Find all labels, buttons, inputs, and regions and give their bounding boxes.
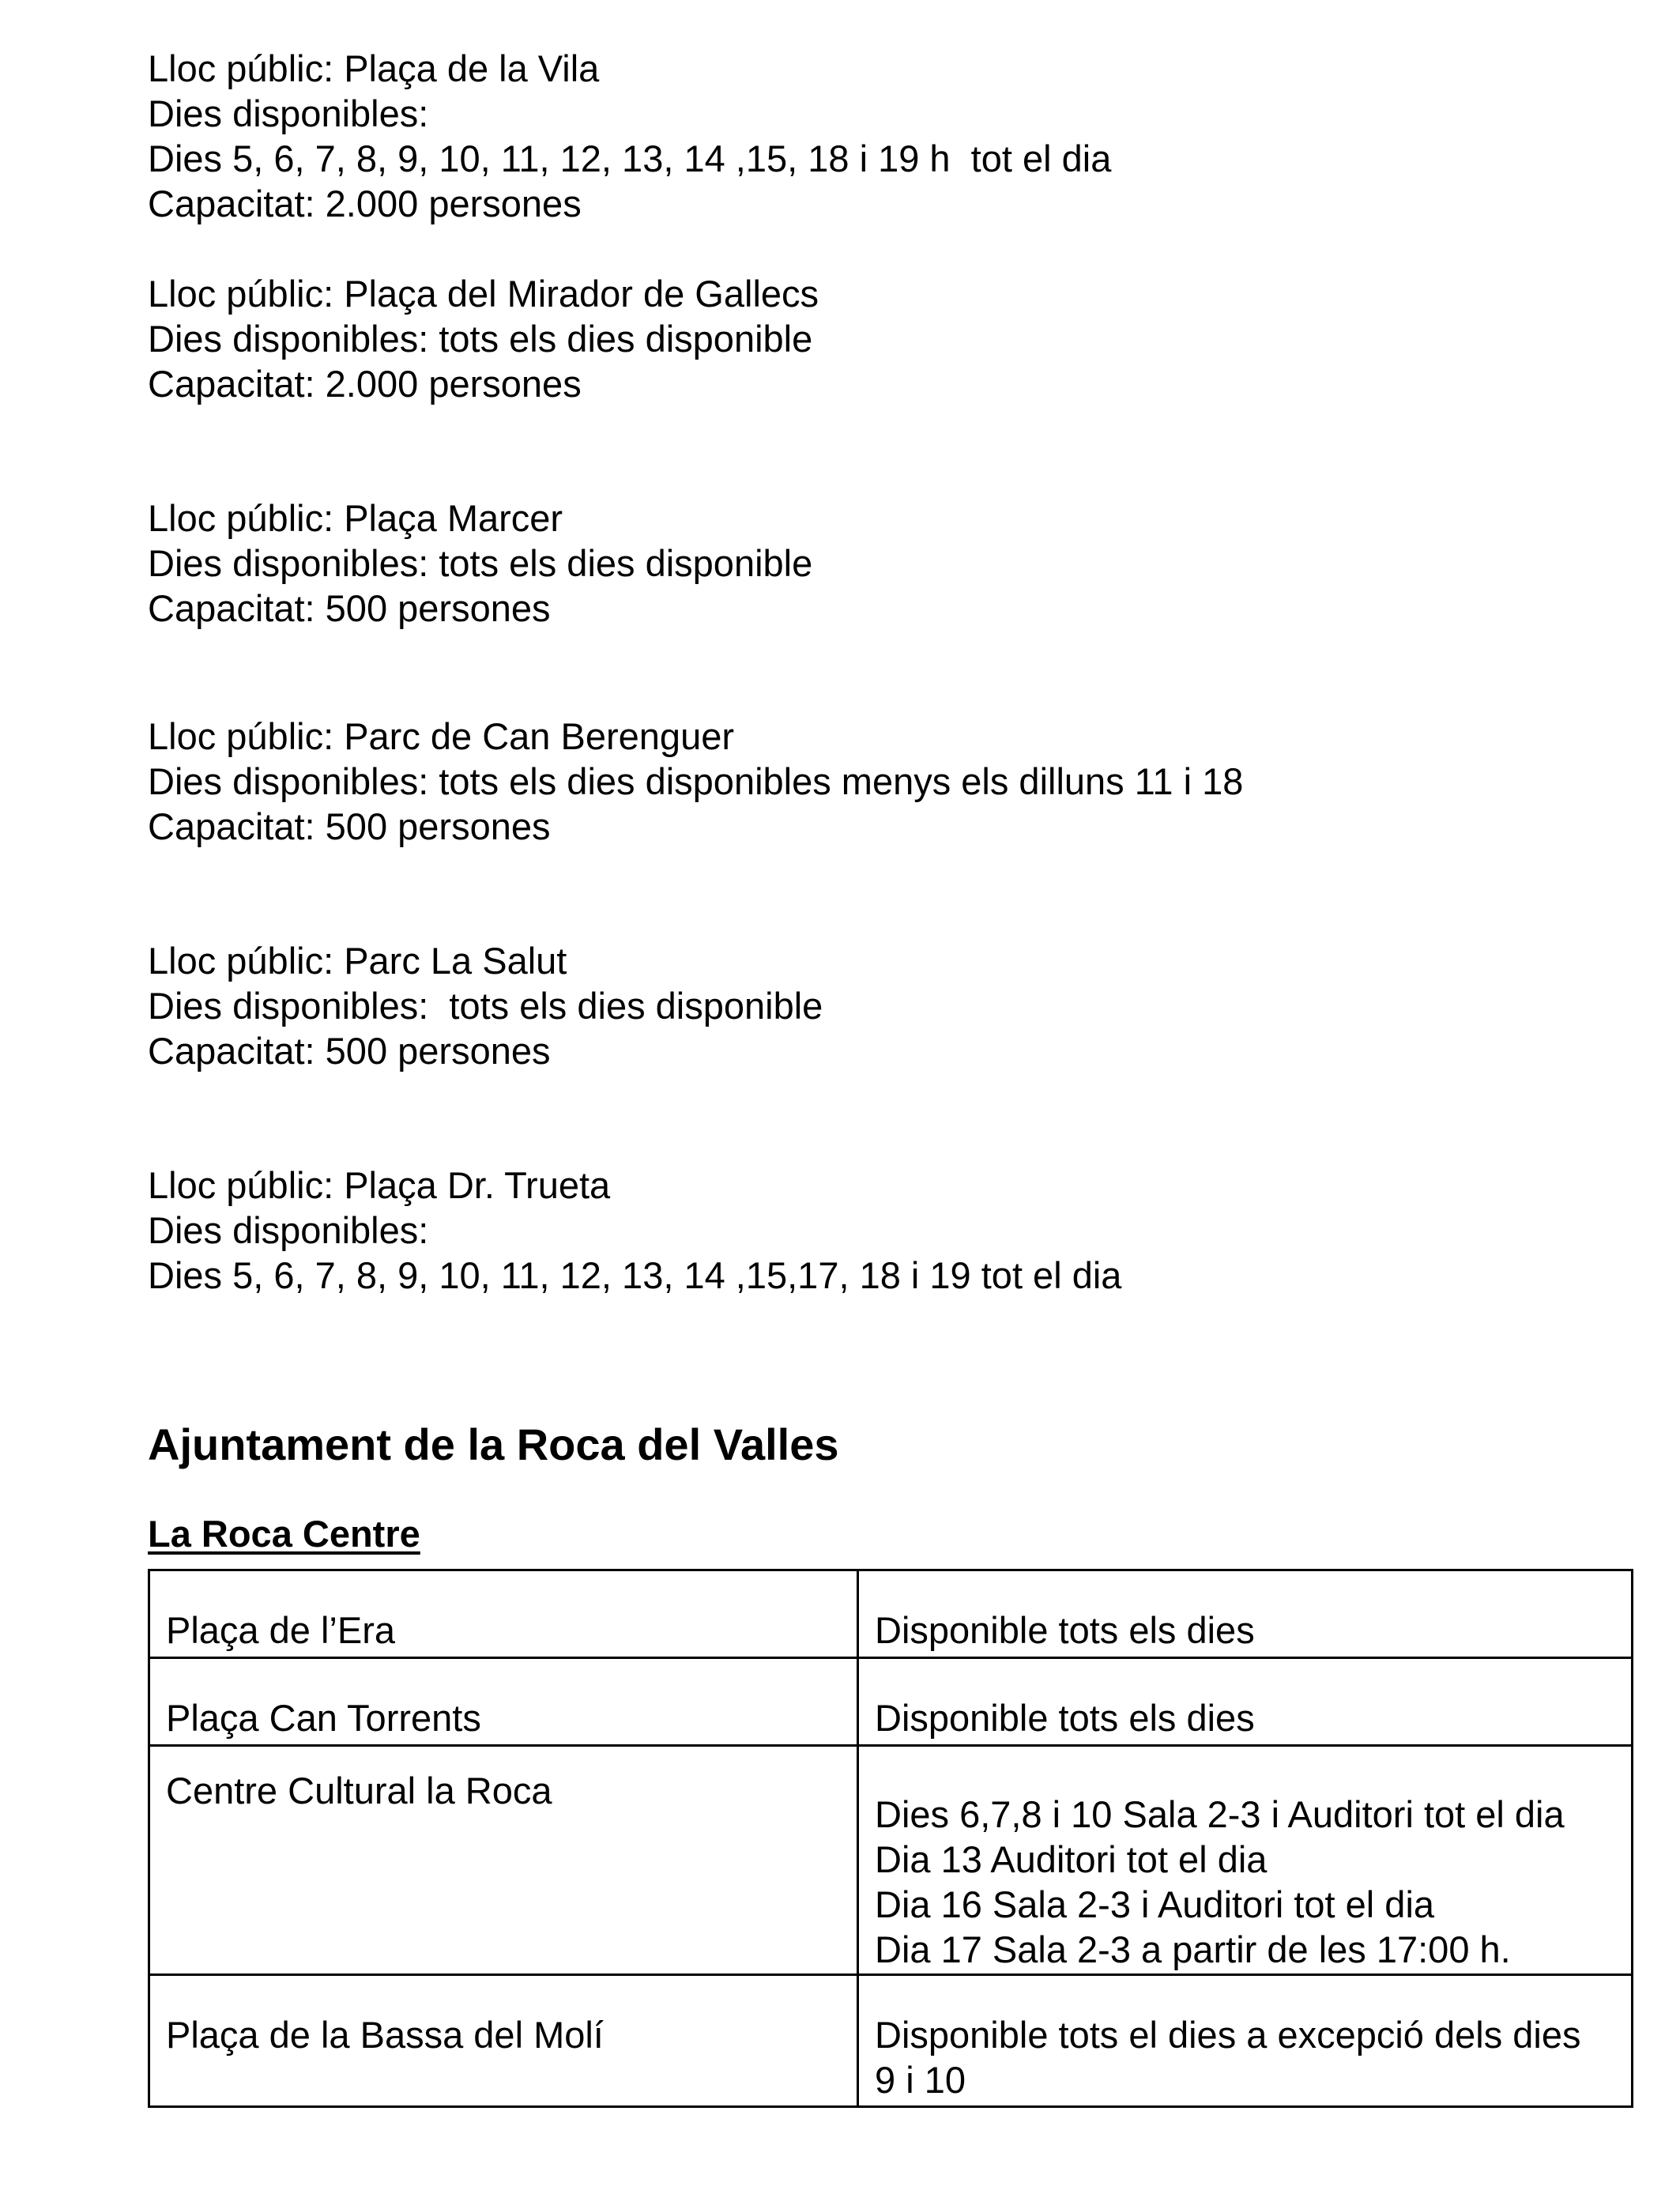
venue-1-days-detail: Dies 5, 6, 7, 8, 9, 10, 11, 12, 13, 14 ,15, 18 i 19 h tot el dia xyxy=(148,138,1112,179)
table-cell-availability xyxy=(858,1975,1633,2107)
table-cell-availability xyxy=(858,1746,1633,1975)
section-title: Ajuntament de la Roca del Valles xyxy=(148,1419,839,1469)
table-cell-availability xyxy=(858,1570,1633,1658)
venue-1-days-label: Dies disponibles: xyxy=(148,92,429,134)
table-cell-availability xyxy=(858,1658,1633,1746)
venue-5-label: Lloc públic: Parc La Salut xyxy=(148,940,567,982)
venue-6-label: Lloc públic: Plaça Dr. Trueta xyxy=(148,1164,611,1206)
table-row xyxy=(149,1975,1633,2107)
venue-2-label: Lloc públic: Plaça del Mirador de Gallecs xyxy=(148,273,819,315)
venue-5-days-label: Dies disponibles: tots els dies disponible xyxy=(148,985,823,1027)
availability-line: Disponible tots el dies a excepció dels dies xyxy=(875,2014,1581,2056)
venue-1-capacity: Capacitat: 2.000 persones xyxy=(148,183,582,224)
availability-text: Disponible tots els dies xyxy=(875,1609,1255,1651)
availability-line: Dia 16 Sala 2-3 i Auditori tot el dia xyxy=(875,1883,1435,1925)
venue-6-days-label: Dies disponibles: xyxy=(148,1209,429,1251)
availability-line: Dia 17 Sala 2-3 a partir de les 17:00 h. xyxy=(875,1928,1511,1970)
availability-table xyxy=(148,1569,1633,2108)
place-label: Plaça Can Torrents xyxy=(166,1697,481,1739)
table-row xyxy=(149,1658,1633,1746)
place-label: Centre Cultural la Roca xyxy=(166,1770,552,1811)
venue-2-capacity: Capacitat: 2.000 persones xyxy=(148,363,582,405)
availability-line: 9 i 10 xyxy=(875,2059,966,2101)
table-cell-place xyxy=(149,1746,858,1975)
venue-1-label: Lloc públic: Plaça de la Vila xyxy=(148,47,600,89)
availability-line: Dia 13 Auditori tot el dia xyxy=(875,1838,1268,1880)
venue-4-days-label: Dies disponibles: tots els dies disponibles menys els dilluns 11 i 18 xyxy=(148,760,1244,802)
table-row xyxy=(149,1570,1633,1658)
venue-3-capacity: Capacitat: 500 persones xyxy=(148,587,551,629)
venue-3-days-label: Dies disponibles: tots els dies disponible xyxy=(148,542,813,584)
table-cell-place xyxy=(149,1975,858,2107)
venue-4-capacity: Capacitat: 500 persones xyxy=(148,805,551,847)
venue-6-days-detail: Dies 5, 6, 7, 8, 9, 10, 11, 12, 13, 14 ,15,17, 18 i 19 tot el dia xyxy=(148,1254,1122,1296)
availability-text: Disponible tots els dies xyxy=(875,1697,1255,1739)
venue-2-days-label: Dies disponibles: tots els dies disponible xyxy=(148,318,813,360)
place-label: Plaça de l’Era xyxy=(166,1609,395,1651)
venue-4-label: Lloc públic: Parc de Can Berenguer xyxy=(148,715,734,757)
table-cell-place xyxy=(149,1570,858,1658)
venue-3-label: Lloc públic: Plaça Marcer xyxy=(148,497,563,539)
table-cell-place xyxy=(149,1658,858,1746)
availability-line: Dies 6,7,8 i 10 Sala 2-3 i Auditori tot el dia xyxy=(875,1793,1565,1835)
table-row xyxy=(149,1746,1633,1975)
venue-5-capacity: Capacitat: 500 persones xyxy=(148,1030,551,1072)
place-label: Plaça de la Bassa del Molí xyxy=(166,2014,604,2056)
section-subtitle: La Roca Centre xyxy=(148,1513,420,1555)
